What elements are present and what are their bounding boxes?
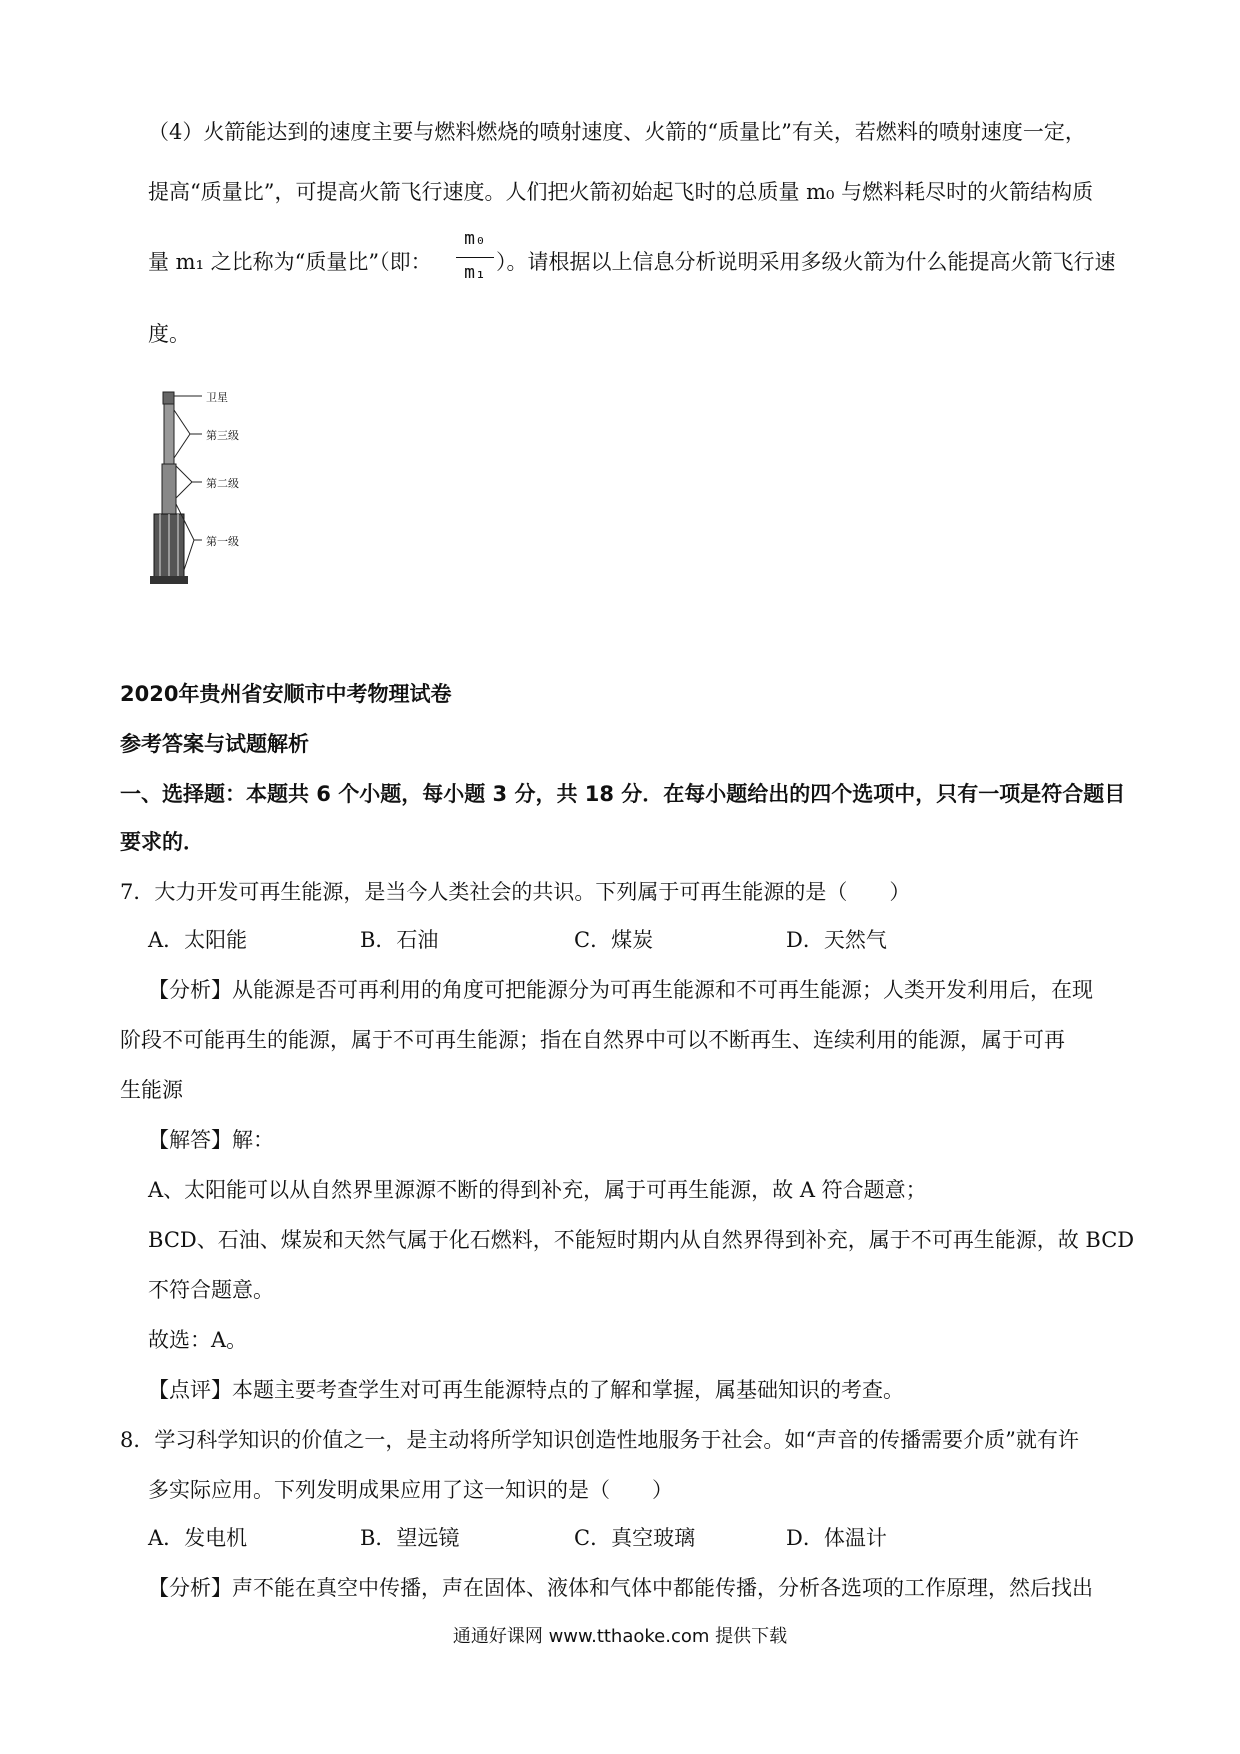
q7-option-b: B．石油 <box>360 928 439 952</box>
label-satellite: 卫星 <box>206 391 228 404</box>
q7-comment: 【点评】本题主要考查学生对可再生能源特点的了解和掌握，属基础知识的考查。 <box>148 1378 904 1402</box>
q4-line-4: 度。 <box>148 322 190 346</box>
label-first-stage: 第一级 <box>206 535 239 548</box>
q8-option-b: B．望远镜 <box>360 1526 460 1550</box>
label-third-stage: 第三级 <box>206 429 239 442</box>
section-heading-line-2: 要求的． <box>120 830 204 854</box>
q7-solution-2: BCD、石油、煤炭和天然气属于化石燃料，不能短时期内从自然界得到补充，属于不可再生能源，故 BCD <box>148 1228 1135 1252</box>
answer-subtitle: 参考答案与试题解析 <box>120 732 309 756</box>
q8-analysis-1: 【分析】声不能在真空中传播，声在固体、液体和气体中都能传播，分析各选项的工作原理，然后找出 <box>148 1576 1093 1600</box>
fraction-numerator: m₀ <box>464 228 486 249</box>
q4-line-3a: 量 m₁ 之比称为“质量比”（即： <box>148 250 432 274</box>
page-footer: 通通好课网 www.tthaoke.com 提供下载 <box>452 1626 788 1647</box>
third-stage-shape <box>164 404 174 464</box>
q4-line-2: 提高“质量比”，可提高火箭飞行速度。人们把火箭初始起飞时的总质量 m₀ 与燃料耗尽时的火箭结构质 <box>148 180 1094 204</box>
exam-title: 2020年贵州省安顺市中考物理试卷 <box>120 682 452 706</box>
q7-analysis-1: 【分析】从能源是否可再利用的角度可把能源分为可再生能源和不可再生能源；人类开发利用后，在现 <box>148 978 1093 1002</box>
q8-option-d: D．体温计 <box>786 1526 887 1550</box>
q7-option-a: A．太阳能 <box>148 928 248 952</box>
q4-line-1: （4）火箭能达到的速度主要与燃料燃烧的喷射速度、火箭的“质量比”有关，若燃料的喷射速度一定， <box>148 120 1086 144</box>
q4-line-3b: ）。请根据以上信息分析说明采用多级火箭为什么能提高火箭飞行速 <box>496 250 1116 274</box>
section-heading-line-1: 一、选择题：本题共 6 个小题，每小题 3 分，共 18 分．在每小题给出的四个选项中，只有一项是符合题目 <box>120 782 1126 806</box>
multistage-rocket-figure <box>140 380 280 600</box>
q7-solution-1: A、太阳能可以从自然界里源源不断的得到补充，属于可再生能源，故 A 符合题意； <box>148 1178 927 1202</box>
q7-option-c: C．煤炭 <box>574 928 654 952</box>
q8-option-c: C．真空玻璃 <box>574 1526 696 1550</box>
q7-solution-3: 不符合题意。 <box>148 1278 274 1302</box>
q7-solution-head: 【解答】解： <box>148 1128 274 1152</box>
q8-option-a: A．发电机 <box>148 1526 248 1550</box>
q7-analysis-3: 生能源 <box>120 1078 183 1102</box>
q8-stem-2: 多实际应用。下列发明成果应用了这一知识的是（ ） <box>148 1478 673 1502</box>
q7-analysis-2: 阶段不可能再生的能源，属于不可再生能源；指在自然界中可以不断再生、连续利用的能源，属于可再 <box>120 1028 1065 1052</box>
fraction-bar <box>456 257 494 258</box>
q7-stem: 7．大力开发可再生能源，是当今人类社会的共识。下列属于可再生能源的是（ ） <box>120 880 911 904</box>
satellite-shape <box>163 392 174 404</box>
q8-stem-1: 8．学习科学知识的价值之一，是主动将所学知识创造性地服务于社会。如“声音的传播需要介质”就有许 <box>120 1428 1079 1452</box>
q7-choice: 故选：A。 <box>148 1328 248 1352</box>
fraction-denominator: m₁ <box>464 262 486 283</box>
q7-option-d: D．天然气 <box>786 928 887 952</box>
second-stage-shape <box>162 464 176 514</box>
label-second-stage: 第二级 <box>206 477 239 490</box>
